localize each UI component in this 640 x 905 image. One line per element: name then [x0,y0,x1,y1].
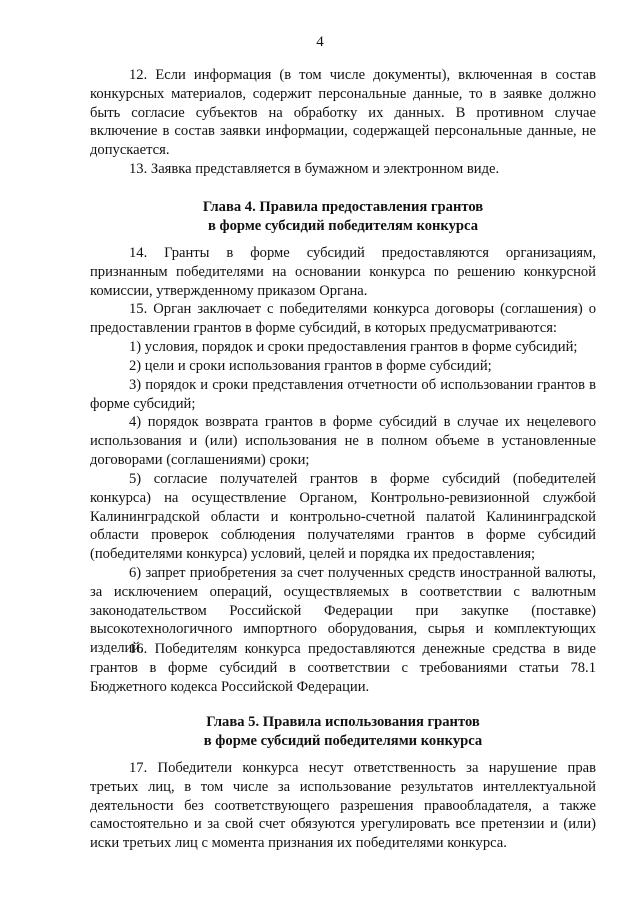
chapter-4-heading-line-1: Глава 4. Правила предоставления грантов [202,199,484,215]
paragraph-15-item-4: 4) порядок возврата грантов в форме субсидий в случае их нецелевого использования и (или) использования не в полном объеме в установленные договорами (соглашениями) сроки; [90,414,596,468]
page-number: 4 [316,34,324,50]
paragraph-15-item-2: 2) цели и сроки использования грантов в форме субсидий; [129,358,492,374]
paragraph-16: 16. Победителям конкурса предоставляются денежные средства в виде грантов в форме субсидий в соответствии с требованиями статьи 78.1 Бюджетного кодекса Российской Федерации. [90,641,596,695]
paragraph-13: 13. Заявка представляется в бумажном и электронном виде. [129,161,500,177]
paragraph-15-item-5: 5) согласие получателей грантов в форме субсидий (победителей конкурса) на осуществление Органом, Контрольно-ревизионной службой Калининградской области и контрольно-счетной палатой Калининградской области проверок соблюдения получателями грантов в форме субсидий (победителями конкурса) условий, целей и порядка их предоставления; [90,471,596,563]
paragraph-17: 17. Победители конкурса несут ответственность за нарушение прав третьих лиц, в том числе за использование результатов интеллектуальной деятельности без соответствующего разрешения правообладателя, а также самостоятельно и за свой счет обязуются урегулировать все претензии и (или) иски третьих лиц с момента признания их победителями конкурса. [90,760,596,852]
chapter-5-heading-line-1: Глава 5. Правила использования грантов [206,714,480,730]
chapter-5-heading-line-2: в форме субсидий победителями конкурса [203,732,483,749]
paragraph-15-item-3: 3) порядок и сроки представления отчетности об использовании грантов в форме субсидий; [90,377,596,412]
chapter-4-heading-line-2: в форме субсидий победителям конкурса [208,217,478,234]
paragraph-14: 14. Гранты в форме субсидий предоставляются организациям, признанным победителями на основании конкурса по решению конкурсной комиссии, утвержденному приказом Органа. [90,245,596,299]
paragraph-12: 12. Если информация (в том числе документы), включенная в состав конкурсных материалов, содержит персональные данные, то в заявке должно быть согласие субъектов на обработку их данных. В противном случае включение в состав заявки информации, содержащей персональные данные, не допускается. [90,67,596,159]
paragraph-15: 15. Орган заключает с победителями конкурса договоры (соглашения) о предоставлении грантов в форме субсидий, в которых предусматриваются: [90,301,596,336]
chapter-5-heading [90,713,596,751]
paragraph-15-item-6: 6) запрет приобретения за счет полученных средств иностранной валюты, за исключением операций, осуществляемых в соответствии с валютным законодательством Российской Федерации при закупке (поставке) высокотехнологичного импортного оборудования, сырья и комплектующих изделий. [90,565,596,657]
paragraph-15-item-1: 1) условия, порядок и сроки предоставления грантов в форме субсидий; [129,339,578,355]
chapter-4-heading [90,198,596,236]
